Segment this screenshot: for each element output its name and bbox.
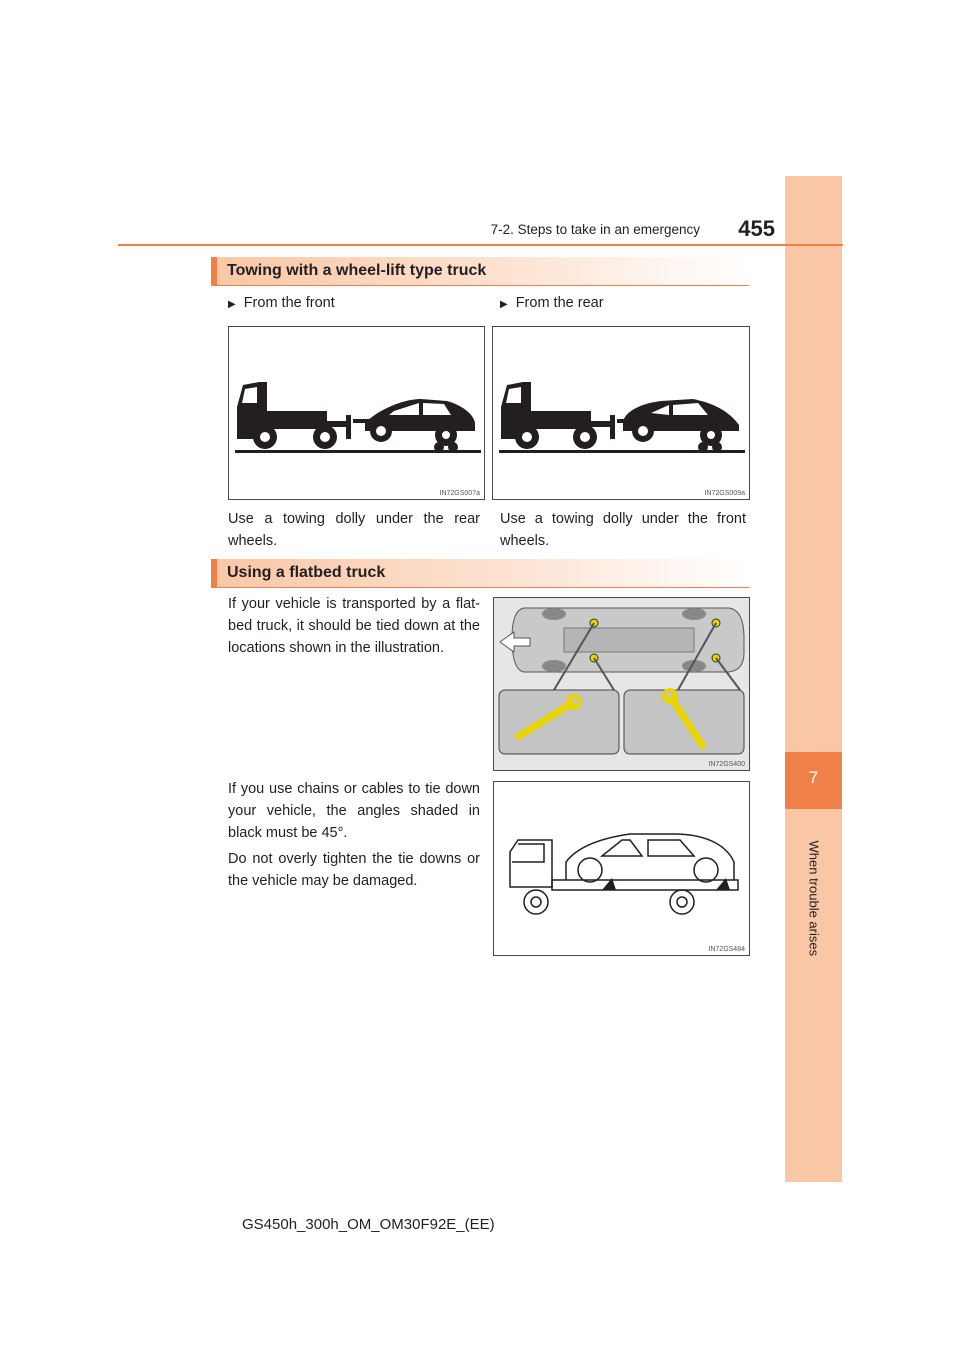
caption-front: ▶ From the front xyxy=(228,295,335,311)
figure-code: IN72GS009a xyxy=(704,490,745,497)
flatbed-paragraph-3: Do not overly tighten the tie downs or the vehicle may be damaged. xyxy=(228,851,480,889)
flatbed-paragraph-2: If you use chains or cables to tie down your vehicle, the angles shaded in black must be 45°. xyxy=(228,781,480,841)
chapter-title: When trouble arises xyxy=(806,840,822,957)
tow-truck-rear-illustration xyxy=(493,327,750,500)
page-number: 455 xyxy=(738,216,775,241)
footer-document-code: GS450h_300h_OM_OM30F92E_(EE) xyxy=(242,1216,495,1233)
chapter-number: 7 xyxy=(808,768,819,787)
triangle-bullet-icon: ▶ xyxy=(500,299,508,310)
figure-tow-rear xyxy=(492,326,750,500)
flatbed-truck-illustration xyxy=(494,782,750,956)
note-rear: Use a towing dolly under the front wheels. xyxy=(500,511,746,549)
figure-flatbed-truck xyxy=(493,781,750,956)
note-front: Use a towing dolly under the rear wheels. xyxy=(228,511,480,549)
triangle-bullet-icon: ▶ xyxy=(228,299,236,310)
figure-code: IN72GS400 xyxy=(708,761,745,768)
caption-rear: ▶ From the rear xyxy=(500,295,604,311)
section-heading-flatbed xyxy=(211,559,749,588)
section-heading-wheel-lift xyxy=(211,257,749,286)
header-rule xyxy=(118,244,843,246)
figure-tow-front xyxy=(228,326,485,500)
chapter-side-tab xyxy=(785,176,842,1182)
figure-tie-down-points xyxy=(493,597,750,771)
section-heading-text: Using a flatbed truck xyxy=(227,564,386,581)
section-heading-text: Towing with a wheel-lift type truck xyxy=(227,262,487,279)
tow-truck-front-illustration xyxy=(229,327,485,500)
figure-code: IN72GS007a xyxy=(439,490,480,497)
figure-code: IN72GS484 xyxy=(708,946,745,953)
tie-down-points-illustration xyxy=(494,598,750,771)
header-section-title: 7-2. Steps to take in an emergency xyxy=(490,222,700,237)
flatbed-paragraph-1: If your vehicle is transported by a flat-bed truck, it should be tied down at the locations shown in the illustration. xyxy=(228,596,480,656)
